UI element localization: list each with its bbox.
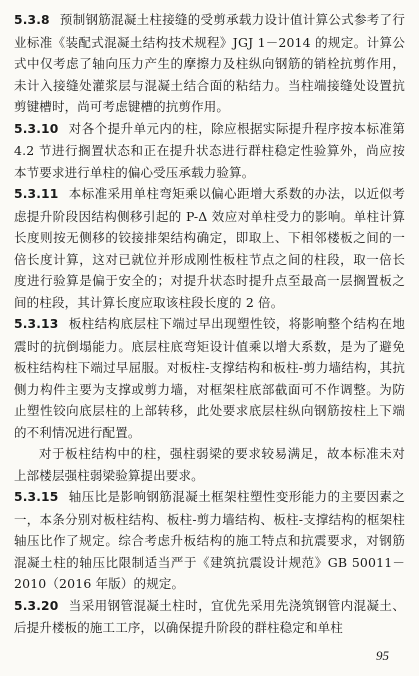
section-text: 轴压比是影响钢筋混凝土框架柱塑性变形能力的主要因素之一，本条分别对板柱结构、板柱-剪力墙结构、板柱-支撑结构的框架柱轴压比作了规定。综合考虑升板结构的施工特点和抗震要求，对钢筋混凝土柱的轴压比限制适当严于《建筑抗震设计规范》GB 50011－2010（2016 年版）的规定。 xyxy=(14,489,405,591)
section-number: 5.3.10 xyxy=(14,121,59,136)
section-number: 5.3.11 xyxy=(14,187,59,201)
section-text: 预制钢筋混凝土柱接缝的受剪承载力设计值计算公式参考了行业标准《装配式混凝土结构技术规程》JGJ 1－2014 的规定。计算公式中仅考虑了轴向压力产生的摩擦力及柱纵向钢筋的销栓抗剪作用，未计入接缝处灌浆层与混凝土结合面的粘结力。当柱端接缝处设置抗剪键槽时，尚可考虑键槽的抗剪作用。 xyxy=(14,12,405,114)
section-number: 5.3.20 xyxy=(14,598,59,613)
section-5-3-20 xyxy=(14,595,405,639)
section-5-3-13-continued xyxy=(14,443,405,486)
section-number: 5.3.13 xyxy=(14,317,59,331)
section-5-3-8 xyxy=(14,9,405,118)
section-5-3-15 xyxy=(14,486,405,595)
section-number: 5.3.8 xyxy=(14,13,50,27)
section-text: 对于板柱结构中的柱，强柱弱梁的要求较易满足，故本标准未对上部楼层强柱弱梁验算提出要求。 xyxy=(14,446,405,483)
section-5-3-11 xyxy=(14,183,405,313)
section-text: 对各个提升单元内的柱，除应根据实际提升程序按本标准第 4.2 节进行搁置状态和正在提升状态进行群柱稳定性验算外，尚应按本节要求进行单柱的偏心受压承载力验算。 xyxy=(14,120,405,180)
section-text: 当采用钢管混凝土柱时，宜优先采用先浇筑钢管内混凝土、后提升楼板的施工工序，以确保提升阶段的群柱稳定和单柱 xyxy=(14,597,405,635)
section-text: 板柱结构底层柱下端过早出现塑性铰，将影响整个结构在地震时的抗倒塌能力。底层柱底弯矩设计值乘以增大系数，是为了避免板柱结构柱下端过早屈服。对板柱-支撑结构和板柱-剪力墙结构，其抗侧力构件主要为支撑或剪力墙，对框架柱底部截面可不作调整。为防止塑性铰向底层柱的上部转移，此处要求底层柱纵向钢筋按柱上下端的不利情况进行配置。 xyxy=(14,316,405,440)
section-number: 5.3.15 xyxy=(14,490,59,504)
section-5-3-13 xyxy=(14,313,405,443)
page-number: 95 xyxy=(376,648,389,663)
section-text: 本标准采用单柱弯矩乘以偏心距增大系数的办法，以近似考虑提升阶段因结构侧移引起的 P-Δ 效应对单柱受力的影响。单柱计算长度则按无侧移的铰接排架结构确定，即取上、下相邻楼板之间的一倍长度计算，这对已就位并形成刚性板柱节点之间的柱段，取一倍长度进行验算是偏于安全的；对提升状态时提升点至最高一层搁置板之间的柱段，其计算长度应取该柱段长度的 2 倍。 xyxy=(14,186,405,310)
section-5-3-10 xyxy=(14,118,405,184)
